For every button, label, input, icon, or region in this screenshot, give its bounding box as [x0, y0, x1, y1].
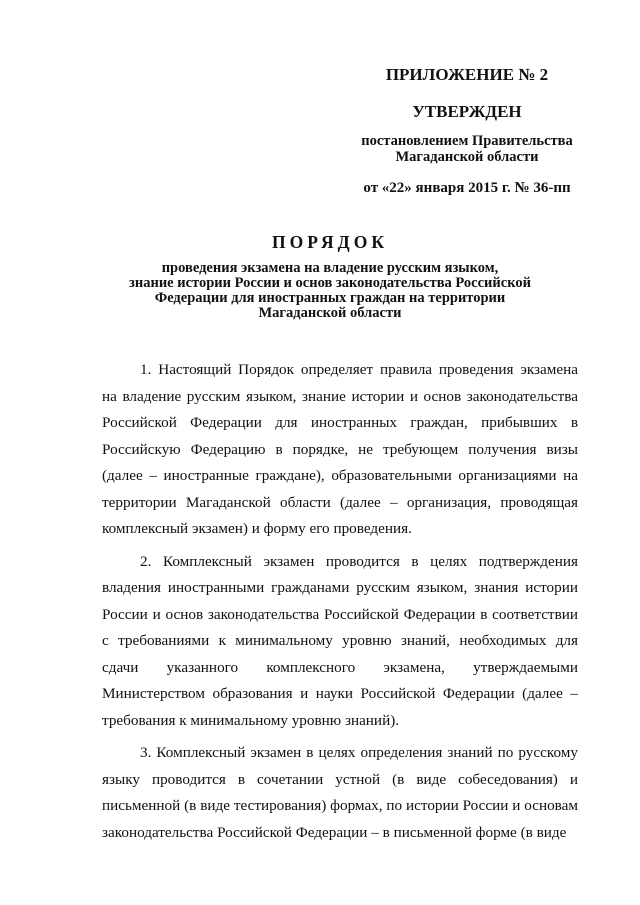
subtitle-line: Федерации для иностранных граждан на территории — [154, 290, 506, 306]
subtitle-line: проведения экзамена на владение русским языком, — [161, 260, 499, 276]
document-title: ПОРЯДОК — [271, 232, 389, 252]
decree-line: Магаданской области — [395, 149, 539, 165]
decree-line: постановлением Правительства — [361, 133, 573, 149]
appendix-label: ПРИЛОЖЕНИЕ № 2 — [385, 65, 549, 84]
subtitle-line: Магаданской области — [258, 305, 402, 321]
decree-date: от «22» января 2015 г. № 36-пп — [363, 180, 571, 196]
paragraph-1: 1. Настоящий Порядок определяет правила проведения экзамена на владение русским языком, знание истории и основ законодательства Российской Федерации для иностранных граждан, прибывших в Российскую Федерацию в порядке, не требующем получения визы (далее – иностранные граждане), образовательными организациями на территории Магаданской области (далее – организация, проводящая комплексный экзамен) и форму его проведения. — [102, 361, 578, 537]
document-body — [102, 357, 578, 852]
paragraph-3: 3. Комплексный экзамен в целях определения знаний по русскому языку проводится в сочетании устной (в виде собеседования) и письменной (в виде тестирования) формах, по истории России и основам законодательства Российской Федерации – в письменной форме (в виде — [102, 744, 578, 841]
decree-text — [352, 133, 582, 165]
document-title-block — [120, 231, 540, 321]
approval-header — [352, 64, 582, 197]
document-subtitle — [120, 261, 540, 321]
approved-label: УТВЕРЖДЕН — [412, 102, 522, 121]
subtitle-line: знание истории России и основ законодательства Российской — [129, 275, 531, 291]
paragraph-2: 2. Комплексный экзамен проводится в целях подтверждения владения иностранными гражданами русским языком, знания истории России и основ законодательства Российской Федерации в соответствии с требованиями к минимальному уровню знаний, необходимых для сдачи указанного комплексного экзамена, утверждаемыми Министерством образования и науки Российской Федерации (далее – требования к минимальному уровню знаний). — [102, 552, 578, 729]
